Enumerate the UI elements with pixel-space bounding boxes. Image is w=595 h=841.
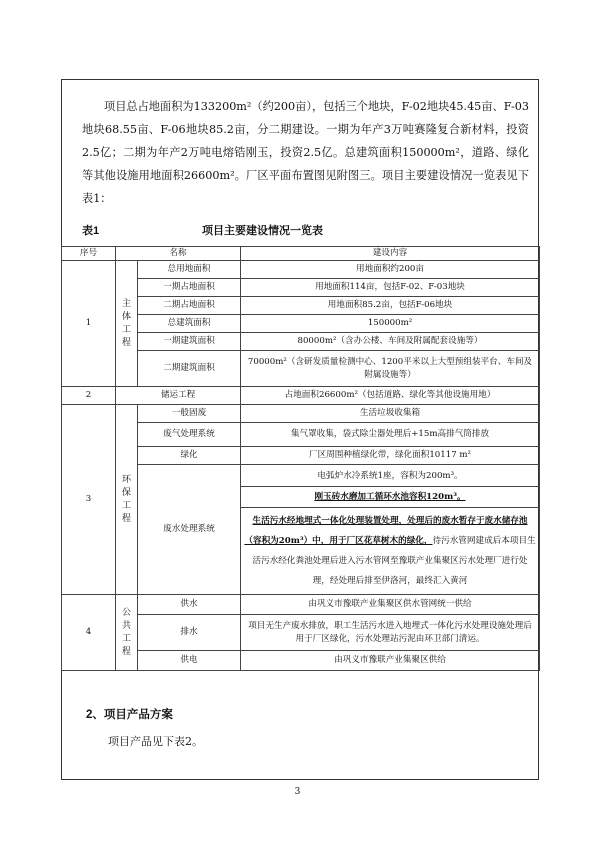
content-cell: 生活垃圾收集箱 — [241, 405, 540, 423]
content-cell: 70000m²（含研发质量检测中心、1200平米以上大型预组装平台、车间及附属设施等） — [241, 351, 540, 387]
page-number: 3 — [294, 787, 301, 797]
name-cell: 二期建筑面积 — [138, 351, 241, 387]
content-cell: 80000m²（含办公楼、车间及附属配套设施等） — [241, 333, 540, 351]
seq-cell: 2 — [62, 387, 116, 405]
table-row — [62, 595, 540, 615]
water-line-3 — [241, 508, 539, 594]
section-text: 项目产品见下表2。 — [108, 735, 203, 748]
table-row — [62, 405, 540, 423]
name-cell: 二期占地面积 — [138, 297, 241, 315]
name-cell: 一期占地面积 — [138, 279, 241, 297]
table-label: 表1 — [82, 225, 100, 237]
name-cell: 供水 — [138, 595, 241, 615]
table-row — [62, 261, 540, 279]
name-cell: 一般固废 — [138, 405, 241, 423]
name-cell: 废水处理系统 — [138, 465, 241, 595]
content-cell: 项目无生产废水排放，职工生活污水进入地埋式一体化污水处理设施处理后用于厂区绿化，污水处理站污泥由环卫部门清运。 — [241, 615, 540, 651]
content-cell: 由巩义市豫联产业集聚区供给 — [241, 651, 540, 671]
water-line-3-bold: 生活污水经地埋式一体化处理装置处理，处理后的废水暂存于废水储存池（容积为20m³）中，用于厂区花草树木的绿化， — [244, 515, 528, 546]
content-cell: 占地面积26600m²（包括道路、绿化等其他设施用地） — [241, 387, 540, 405]
header-seq: 序号 — [62, 247, 116, 261]
seq-cell: 1 — [62, 261, 116, 387]
header-name: 名称 — [116, 247, 241, 261]
intro-paragraph: 项目总占地面积为133200m²（约200亩），包括三个地块，F-02地块45.45亩、F-03地块68.55亩、F-06地块85.2亩，分二期建设。一期为年产3万吨赛隆复合新材料，投资2.5亿；二期为年产2万吨电熔锆刚玉，投资2.5亿。总建筑面积150000m²，道路、绿化等其他设施用地面积26600m²。厂区平面布置图见附图三。项目主要建设情况一览表见下表1： — [82, 100, 529, 205]
name-cell: 储运工程 — [116, 387, 241, 405]
table-title: 项目主要建设情况一览表 — [202, 225, 323, 237]
section-heading: 2、项目产品方案 — [86, 709, 173, 721]
construction-table — [61, 246, 540, 671]
name-cell: 总建筑面积 — [138, 315, 241, 333]
content-cell: 用地面积85.2亩，包括F-06地块 — [241, 297, 540, 315]
table-caption — [82, 222, 529, 238]
content-cell: 集气罩收集，袋式除尘器处理后+15m高排气筒排放 — [241, 423, 540, 447]
seq-cell: 3 — [62, 405, 116, 595]
category-cell: 公共工程 — [116, 595, 138, 671]
wastewater-content-cell — [241, 465, 540, 595]
content-cell: 由巩义市豫联产业集聚区供水管网统一供给 — [241, 595, 540, 615]
water-line-3-rest: 待污水管网建成后本项目生活污水经化粪池处理后进入污水管网至豫联产业集聚区污水处理厂进行处理，经处理后排至伊洛河，最终汇入黄河 — [252, 535, 536, 586]
content-cell: 150000m² — [241, 315, 540, 333]
name-cell: 废气处理系统 — [138, 423, 241, 447]
table-header-row — [62, 247, 540, 261]
category-cell: 环保工程 — [116, 405, 138, 595]
water-line-1: 电弧炉水冷系统1座，容积为200m³。 — [241, 466, 539, 487]
seq-cell: 4 — [62, 595, 116, 671]
name-cell: 绿化 — [138, 447, 241, 465]
table-row — [62, 387, 540, 405]
name-cell: 总用地面积 — [138, 261, 241, 279]
name-cell: 供电 — [138, 651, 241, 671]
name-cell: 排水 — [138, 615, 241, 651]
category-cell: 主体工程 — [116, 261, 138, 387]
content-cell: 用地面积约200亩 — [241, 261, 540, 279]
header-content: 建设内容 — [241, 247, 540, 261]
content-cell: 厂区周围种植绿化带，绿化面积10117 m² — [241, 447, 540, 465]
content-cell: 用地面积114亩，包括F-02、F-03地块 — [241, 279, 540, 297]
name-cell: 一期建筑面积 — [138, 333, 241, 351]
water-line-2: 刚玉砖水磨加工循环水池容积120m³。 — [241, 487, 539, 508]
